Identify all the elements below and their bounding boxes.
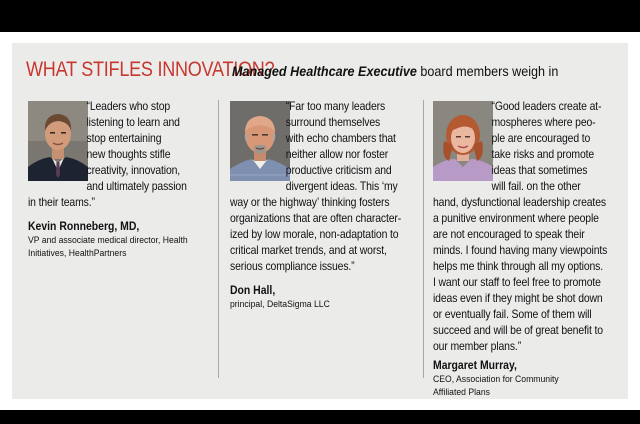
column-hall <box>230 99 420 311</box>
quote-line: ized by low morale, non-adaptation to <box>230 228 399 241</box>
author-name: Margaret Murray, <box>433 359 517 372</box>
headline-rest: board members weigh in <box>416 63 559 79</box>
author-title <box>28 234 208 260</box>
headline-title: WHAT STIFLES INNOVATION? <box>26 58 275 81</box>
headline <box>26 58 626 82</box>
author-title-line: VP and associate medical director, Health <box>28 235 188 246</box>
quote-murray <box>433 99 628 355</box>
quote-line: succeed and will be of great benefit to <box>433 324 603 337</box>
quote-line: in their teams.” <box>28 196 95 209</box>
quote-line: ideas that sometimes <box>491 164 588 177</box>
quote-line: listening to learn and <box>86 116 180 129</box>
quote-line: a punitive environment where people <box>433 212 599 225</box>
quote-line: minds. I found having many viewpoints <box>433 244 608 257</box>
quote-line: ple are encouraged to <box>491 132 591 145</box>
headline-subtitle <box>232 63 558 79</box>
quote-line: hand, dysfunctional leadership creates <box>433 196 606 209</box>
author-title-line: Initiatives, HealthPartners <box>28 248 127 259</box>
quote-line: take risks and promote <box>491 148 595 161</box>
quote-line: mospheres where peo- <box>491 116 596 129</box>
quote-line: surround themselves <box>285 116 381 129</box>
quote-line: new thoughts stifle <box>86 148 171 161</box>
bottom-black-band <box>0 410 640 424</box>
quote-line: or eventually fail. Some of them will <box>433 308 592 321</box>
author-title <box>230 298 420 311</box>
quote-line: and ultimately passion <box>86 180 187 193</box>
top-black-band <box>0 0 640 32</box>
quote-line: productive criticism and <box>285 164 392 177</box>
author-title <box>433 373 628 399</box>
author-name: Kevin Ronneberg, MD, <box>28 220 140 233</box>
quote-line: with echo chambers that <box>285 132 396 145</box>
quote-ronneberg <box>28 99 208 211</box>
quote-line: “Far too many leaders <box>285 100 386 113</box>
quote-line: divergent ideas. This ‘my <box>285 180 398 193</box>
quote-line: helps me think through all my options. <box>433 260 604 273</box>
author-title-line: Affiliated Plans <box>433 387 490 398</box>
quote-line: “Leaders who stop <box>86 100 171 113</box>
quote-line: stop entertaining <box>86 132 162 145</box>
quote-line: I want our staff to feel free to promote <box>433 276 601 289</box>
column-murray <box>433 99 628 399</box>
quote-line: creativity, innovation, <box>86 164 181 177</box>
publication-name: Managed Healthcare Executive <box>232 63 417 79</box>
column-divider <box>423 100 424 378</box>
quote-line: critical market trends, and at worst, <box>230 244 387 257</box>
quote-line: “Good leaders create at- <box>491 100 602 113</box>
quote-line: our member plans.” <box>433 340 522 353</box>
author-title-line: CEO, Association for Community <box>433 374 559 385</box>
column-ronneberg <box>28 99 208 260</box>
column-divider <box>218 100 219 378</box>
quote-line: neither allow nor foster <box>285 148 389 161</box>
author-title-line: principal, DeltaSigma LLC <box>230 299 330 310</box>
quote-line: serious compliance issues.” <box>230 260 355 273</box>
quote-line: way or the highway’ thinking fosters <box>230 196 390 209</box>
quote-hall <box>230 99 420 275</box>
quote-line: organizations that are often character- <box>230 212 402 225</box>
author-name: Don Hall, <box>230 284 276 297</box>
quote-line: will fail. on the other <box>491 180 581 193</box>
quote-line: are not encouraged to speak their <box>433 228 585 241</box>
quote-line: ideas even if they might be shot down <box>433 292 603 305</box>
